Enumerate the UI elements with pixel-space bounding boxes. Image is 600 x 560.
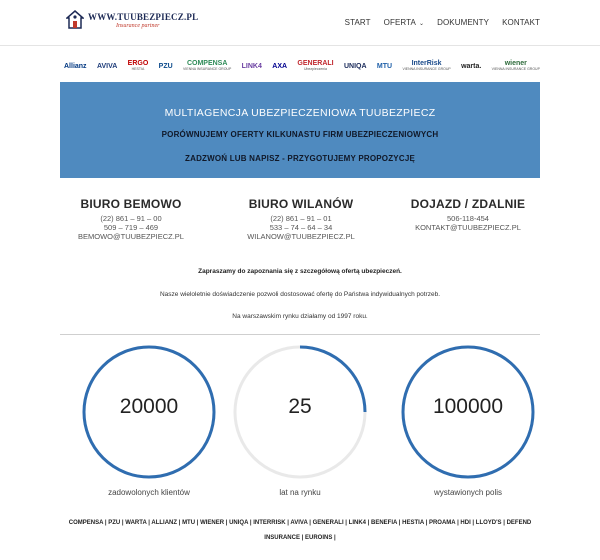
partner-logo-name: wiener: [504, 60, 527, 68]
counter-value: 100000: [432, 395, 504, 418]
partner-logo-name: MTU: [376, 62, 393, 70]
partner-logo-name: ERGO: [127, 60, 149, 68]
office-title: DOJAZD / ZDALNIE: [410, 197, 526, 211]
partner-logo: [159, 63, 173, 70]
partner-logo: [242, 63, 262, 70]
section-divider: [60, 334, 540, 335]
office-mobile[interactable]: 509 – 719 – 469: [103, 223, 159, 232]
house-logo-icon: [66, 10, 84, 30]
insurer-list: COMPENSA | PZU | WARTA | ALLIANZ | MTU | WIENER | UNIQA | INTERRISK | AVIVA | GENERALI | LINK4 | BENEFIA | HESTIA | PROAMA | HDI | LLOYD'S | DEFEND INSURANCE | EUROINS |: [68, 520, 532, 541]
partner-logo: [402, 60, 450, 72]
partner-logo: [128, 60, 149, 72]
partner-logo-sub: VIENNA INSURANCE GROUP: [491, 67, 540, 72]
main-nav: [345, 18, 540, 27]
office-title: BIURO WILANÓW: [248, 197, 354, 211]
site-header: [0, 0, 600, 46]
partner-logo: [297, 60, 333, 72]
partner-logo: [272, 63, 287, 70]
counter-label: lat na rynku: [279, 488, 321, 497]
partner-logo-sub: VIENNA INSURANCE GROUP: [402, 67, 451, 72]
nav-item-kontakt[interactable]: KONTAKT: [502, 18, 540, 27]
counter-label: zadowolonych klientów: [108, 488, 190, 497]
counter-value: 25: [288, 395, 312, 418]
insurer-link[interactable]: INTERRISK: [253, 520, 286, 526]
banner-line-contact: ZADZWOŃ LUB NAPISZ - PRZYGOTUJEMY PROPOZYCJĘ: [185, 154, 415, 163]
partner-logos: [64, 52, 540, 80]
partner-logo: [461, 63, 481, 70]
partner-logo-sub: VIENNA INSURANCE GROUP: [183, 67, 232, 72]
insurer-link[interactable]: GENERALI: [312, 520, 344, 526]
office-remote: [393, 197, 543, 232]
counter-years: [230, 342, 370, 502]
partner-logo-name: GENERALI: [297, 60, 334, 68]
insurer-link[interactable]: WARTA: [125, 520, 147, 526]
partner-logo-sub: HESTIA: [131, 67, 145, 72]
counter-label: wystawionych polis: [433, 488, 503, 497]
partner-logo-name: InterRisk: [411, 60, 442, 68]
insurer-link[interactable]: UNIQA: [229, 520, 249, 526]
nav-item-oferta[interactable]: [384, 18, 424, 27]
partner-logo-name: COMPENSA: [186, 60, 228, 68]
office-phone[interactable]: 506-118-454: [447, 214, 489, 223]
insurer-link[interactable]: DEFEND INSURANCE: [264, 520, 532, 541]
logo-name: WWW.TUUBEZPIECZ.PL: [88, 11, 199, 22]
intro-experience: Nasze wieloletnie doświadczenie pozwoli dostosować ofertę do Państwa indywidualnych potrzeb.: [159, 291, 441, 298]
banner-title: MULTIAGENCJA UBEZPIECZENIOWA TUUBEZPIECZ: [164, 107, 436, 119]
insurer-link[interactable]: MTU: [182, 520, 196, 526]
insurer-link[interactable]: PROAMA: [428, 520, 456, 526]
office-wilanow: [226, 197, 376, 241]
insurer-link[interactable]: ALLIANZ: [151, 520, 178, 526]
partner-logo: [377, 63, 392, 70]
nav-item-oferta-label: OFERTA: [383, 18, 416, 27]
counter-clients: [79, 342, 219, 502]
office-title: BIURO BEMOWO: [80, 197, 182, 211]
partner-logo-name: AXA: [272, 62, 288, 70]
partner-logo: [97, 63, 117, 70]
counter-value: 20000: [119, 395, 179, 418]
office-email[interactable]: BEMOWO@TUUBEZPIECZ.PL: [78, 232, 184, 241]
insurer-link[interactable]: WIENER: [200, 520, 225, 526]
partner-logo-name: Allianz: [64, 62, 87, 70]
office-email[interactable]: WILANOW@TUUBEZPIECZ.PL: [247, 232, 355, 241]
counter-policies: [398, 342, 538, 502]
office-phone[interactable]: (22) 861 – 91 – 01: [270, 214, 332, 223]
partner-logo-name: AVIVA: [96, 62, 118, 70]
partner-logo: [492, 60, 540, 72]
partner-logo-name: UNIQA: [343, 62, 367, 70]
intro-since: Na warszawskim rynku działamy od 1997 roku.: [232, 313, 368, 320]
partner-logo: [344, 63, 367, 70]
insurer-link[interactable]: PZU: [108, 520, 121, 526]
chevron-down-icon: ⌄: [418, 21, 425, 27]
site-logo[interactable]: [66, 10, 198, 30]
partner-logo-name: warta.: [461, 62, 482, 70]
insurer-link[interactable]: BENEFIA: [371, 520, 398, 526]
insurer-link[interactable]: AVIVA: [290, 520, 308, 526]
office-phone[interactable]: (22) 861 – 91 – 00: [100, 214, 162, 223]
logo-tagline: Insurance partner: [116, 22, 160, 29]
partner-logo: [183, 60, 231, 72]
banner-line-compare: PORÓWNUJEMY OFERTY KILKUNASTU FIRM UBEZPIECZENIOWYCH: [161, 130, 439, 139]
partner-logo-name: LINK4: [241, 62, 262, 70]
nav-item-dokumenty[interactable]: DOKUMENTY: [437, 18, 490, 27]
hero-banner: [60, 82, 540, 178]
partner-logo: [64, 63, 87, 70]
insurer-link[interactable]: LLOYD'S: [475, 520, 502, 526]
insurer-link[interactable]: COMPENSA: [68, 520, 104, 526]
partner-logo-name: PZU: [158, 62, 173, 70]
intro-heading: Zapraszamy do zapoznania się z szczegółową ofertą ubezpieczeń.: [198, 268, 402, 275]
partner-logo-sub: Ubezpieczenia: [304, 67, 327, 72]
nav-item-start[interactable]: START: [344, 18, 371, 27]
insurer-link[interactable]: HESTIA: [402, 520, 424, 526]
insurer-link[interactable]: EUROINS: [304, 535, 333, 541]
insurer-link[interactable]: HDI: [460, 520, 471, 526]
office-mobile[interactable]: 533 – 74 – 64 – 34: [269, 223, 333, 232]
office-email[interactable]: KONTAKT@TUUBEZPIECZ.PL: [415, 223, 521, 232]
insurer-link[interactable]: LINK4: [348, 520, 366, 526]
office-bemowo: [56, 197, 206, 241]
